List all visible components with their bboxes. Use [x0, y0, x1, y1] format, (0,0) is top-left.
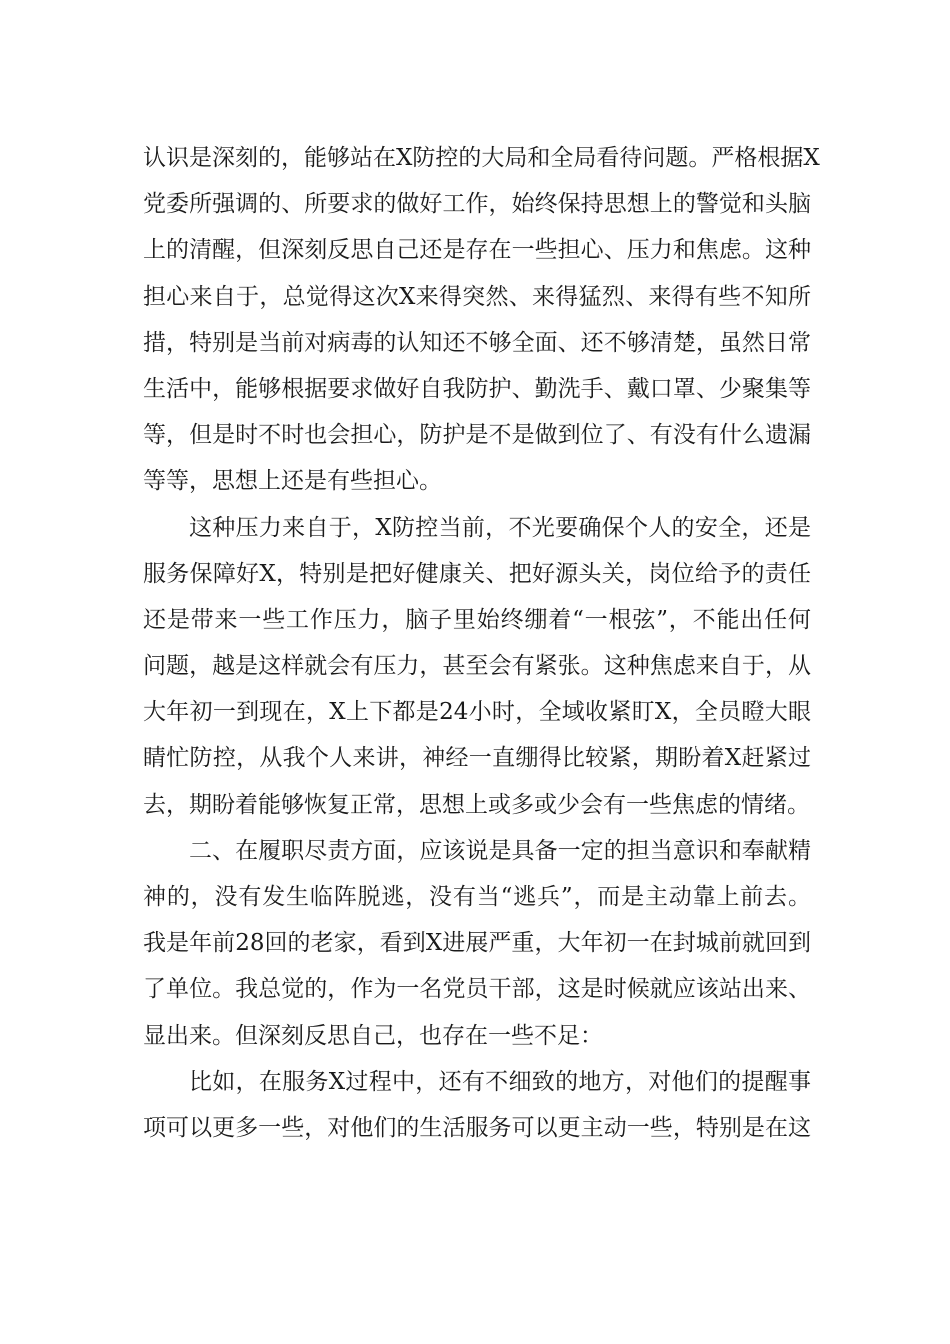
paragraph-2 [143, 505, 811, 828]
text-line: 问题，越是这样就会有压力，甚至会有紧张。这种焦虑来自于，从 [143, 653, 811, 680]
text-line: 等，但是时不时也会担心，防护是不是做到位了、有没有什么遗漏 [143, 422, 811, 449]
text-line: 担心来自于，总觉得这次X来得突然、来得猛烈、来得有些不知所 [143, 283, 811, 310]
text-line: 服务保障好X，特别是把好健康关、把好源头关，岗位给予的责任 [143, 560, 811, 587]
text-line: 项可以更多一些，对他们的生活服务可以更主动一些，特别是在这 [143, 1114, 811, 1141]
text-line: 等等，思想上还是有些担心。 [143, 468, 442, 495]
text-line: 认识是深刻的，能够站在X防控的大局和全局看待问题。严格根据X [143, 145, 820, 171]
text-line: 了单位。我总觉的，作为一名党员干部，这是时候就应该站出来、 [143, 976, 811, 1003]
text-line: 去，期盼着能够恢复正常，思想上或多或少会有一些焦虑的情绪。 [143, 791, 810, 818]
paragraph-3 [143, 828, 811, 1059]
paragraph-4 [143, 1059, 811, 1151]
text-line: 还是带来一些工作压力，脑子里始终绷着“一根弦”，不能出任何 [143, 606, 811, 633]
text-line: 我是年前28回的老家，看到X进展严重，大年初一在封城前就回到 [143, 930, 811, 957]
text-line: 党委所强调的、所要求的做好工作，始终保持思想上的警觉和头脑 [143, 191, 811, 218]
text-line: 神的，没有发生临阵脱逃，没有当“逃兵”，而是主动靠上前去。 [143, 884, 811, 910]
text-line: 显出来。但深刻反思自己，也存在一些不足： [143, 1022, 603, 1049]
text-line: 生活中，能够根据要求做好自我防护、勤洗手、戴口罩、少聚集等 [143, 375, 811, 402]
text-line: 睛忙防控，从我个人来讲，神经一直绷得比较紧，期盼着X赶紧过 [143, 745, 811, 772]
text-line: 措，特别是当前对病毒的认知还不够全面、还不够清楚，虽然日常 [143, 329, 811, 356]
text-line: 这种压力来自于，X防控当前，不光要确保个人的安全，还是 [189, 514, 811, 541]
document-body [143, 135, 820, 1151]
paragraph-1 [143, 135, 820, 505]
text-line: 比如，在服务X过程中，还有不细致的地方，对他们的提醒事 [189, 1068, 811, 1095]
text-line: 上的清醒，但深刻反思自己还是存在一些担心、压力和焦虑。这种 [143, 237, 811, 264]
text-line: 大年初一到现在，X上下都是24小时，全域收紧盯X，全员瞪大眼 [143, 699, 811, 726]
text-line: 二、在履职尽责方面，应该说是具备一定的担当意识和奉献精 [189, 837, 811, 864]
